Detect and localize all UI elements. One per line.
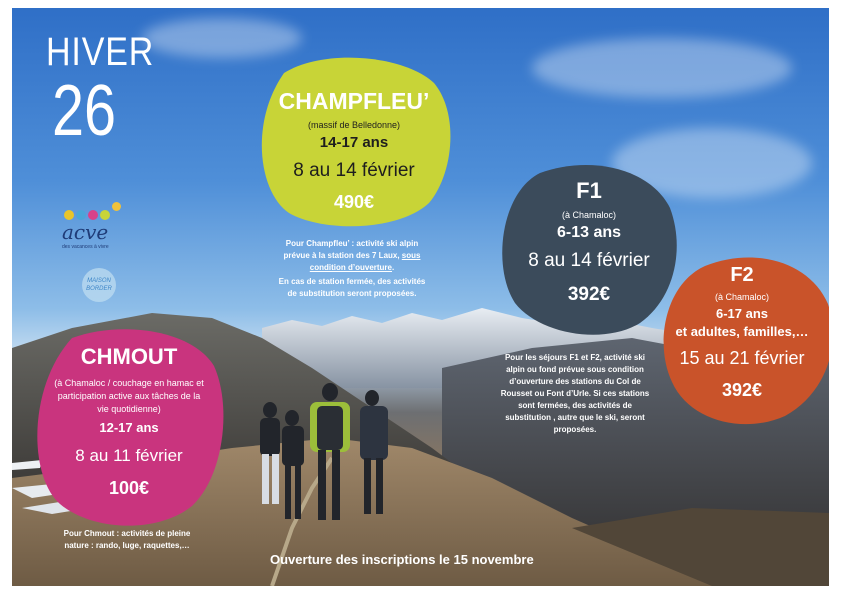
maison-border-logo: MAISON BORDER — [82, 268, 116, 302]
champfleu-note-link: sous condition d’ouverture — [309, 251, 421, 272]
chmout-title: CHMOUT — [80, 344, 178, 369]
f2-subtitle: (à Chamaloc) — [714, 292, 770, 302]
champfleu-dates: 8 au 14 février — [293, 160, 415, 181]
champfleu-subtitle: (massif de Belledonne) — [307, 120, 401, 130]
f1-price: 392€ — [567, 284, 611, 305]
chmout-ages: 12-17 ans — [99, 420, 159, 435]
f1-ages: 6-13 ans — [556, 224, 622, 241]
chmout-subtitle-3: vie quotidienne) — [97, 404, 161, 414]
acve-logo — [62, 204, 132, 254]
f1-dates: 8 au 14 février — [528, 250, 650, 271]
f-note: Pour les séjours F1 et F2, activité ski alpin ou fond prévue sous condition d’ouverture des stations du Col de Rousset ou Font d’Urle. Si ces stations sont fermées, des activités de substitution , autre que le ski, seront proposées. — [500, 353, 650, 434]
f2-title: F2 — [730, 264, 754, 286]
chmout-price: 100€ — [108, 478, 150, 498]
f1-subtitle: (à Chamaloc) — [561, 210, 617, 220]
champfleu-price: 490€ — [333, 192, 375, 212]
f2-dates: 15 au 21 février — [679, 348, 805, 368]
champfleu-title: CHAMPFLEU’ — [278, 88, 430, 114]
smiley-icon — [88, 210, 98, 220]
chmout-note: Pour Chmout : activités de pleine nature : rando, luge, raquettes,… — [63, 529, 191, 550]
registration-banner: Ouverture des inscriptions le 15 novembre — [270, 552, 534, 567]
champfleu-ages: 14-17 ans — [319, 134, 389, 151]
hiver-title: HIVER — [46, 30, 155, 74]
smiley-icon — [100, 210, 110, 220]
acve-tagline: des vacances à vivre — [62, 244, 109, 250]
smiley-icon — [64, 210, 74, 220]
f2-price: 392€ — [721, 380, 763, 400]
f1-title: F1 — [576, 178, 602, 203]
chmout-subtitle-1: (à Chamaloc / couchage en hamac et — [54, 378, 204, 388]
poster — [12, 8, 829, 586]
chmout-dates: 8 au 11 février — [75, 446, 183, 465]
f2-ages2: et adultes, familles,… — [675, 324, 809, 339]
sun-icon — [112, 202, 121, 211]
smiley-icon — [76, 210, 86, 220]
acve-wordmark: acve — [62, 220, 109, 244]
champfleu-note2: En cas de station fermée, des activités de substitution seront proposées. — [278, 277, 426, 298]
chmout-subtitle-2: participation active aux tâches de la — [57, 391, 201, 401]
year-title: 26 — [52, 71, 117, 151]
f2-ages: 6-17 ans — [715, 306, 769, 321]
champfleu-note: Pour Champfleu’ : activité ski alpin prévue à la station des 7 Laux, sous condition d’ouverture. — [283, 239, 421, 272]
